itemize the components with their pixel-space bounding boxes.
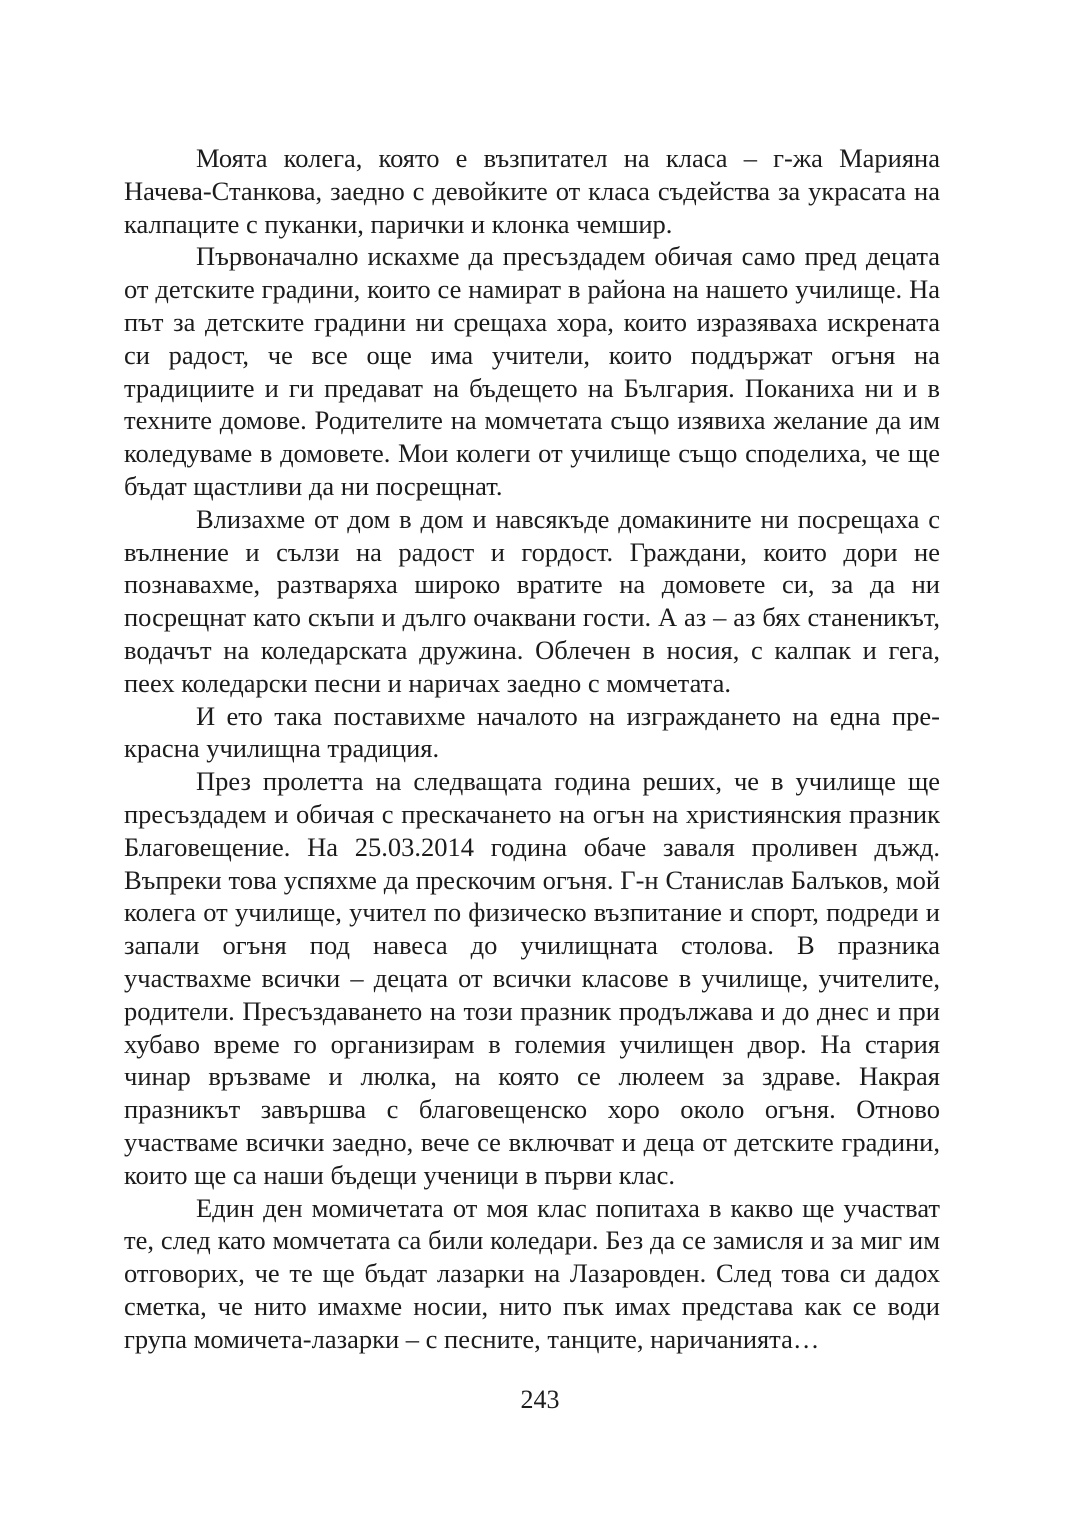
page-number: 243 bbox=[520, 1385, 560, 1414]
paragraph-2: Първоначално искахме да пресъздадем обичая само пред децата от детските градини, които се намират в района на нашето училище. На път за детските градини ни срещаха хора, които изразяваха искрената си радост, че все още има учители, които поддържат огъня на традициите и ги предават на бъдещето на България. Поканиха ни и в техните домове. Родителите на момчетата също изявиха желание да им коледуваме в домовете. Мои колеги от училище също споделиха, че ще бъдат щастливи да ни посрещнат. bbox=[124, 241, 940, 501]
page-body bbox=[124, 142, 940, 1355]
paragraph-4: И ето така поставихме началото на изграждането на една прекрасна училищна традиция. bbox=[124, 700, 940, 764]
paragraph-6: Един ден момичетата от моя клас попитаха в какво ще участват те, след като момчетата са били коледари. Без да се замисля и за миг им отговорих, че те ще бъдат лазарки на Лазаровден. След това си дадох сметка, че нито имахме носии, нито пък имах представа как се води група момичета-лазарки – с песните, танците, наричанията… bbox=[124, 1192, 940, 1354]
paragraph-3: Влизахме от дом в дом и навсякъде домакините ни посрещаха с вълнение и сълзи на радост и гордост. Граждани, които дори не познавахме, разтваряха широко вратите на домовете си, за да ни посрещнат като скъпи и дълго очаквани гости. А аз – аз бях станеникът, водачът на коледарската дружина. Облечен в носия, с калпак и гега, пеех коледарски песни и наричах заедно с момчетата. bbox=[124, 503, 940, 698]
paragraph-1: Моята колега, която е възпитател на класа – г-жа Марияна Начева-Станкова, заедно с девойките от класа съдейства за украсата на калпаците с пуканки, парички и клонка чемшир. bbox=[124, 143, 940, 239]
paragraph-5: През пролетта на следващата година реших, че в училище ще пресъздадем и обичая с прескачането на огън на християнския празник Благовещение. На 25.03.2014 година обаче заваля проливен дъжд. Въпреки това успяхме да прескочим огъня. Г-н Станислав Балъков, мой колега от училище, учител по физическо възпитание и спорт, подреди и запали огъня под навеса до училищната столова. В празника участвахме всички – децата от всички класове в училище, учителите, родители. Пресъздаването на този празник продължава и до днес и при хубаво време го организирам в големия училищен двор. На стария чинар връзваме и люлка, на която се люлеем за здраве. Накрая празникът завършва с благовещенско хоро около огъня. Отново участваме всички заедно, вече се включват и деца от детските градини, които ще са наши бъдещи ученици в първи клас. bbox=[124, 766, 940, 1190]
